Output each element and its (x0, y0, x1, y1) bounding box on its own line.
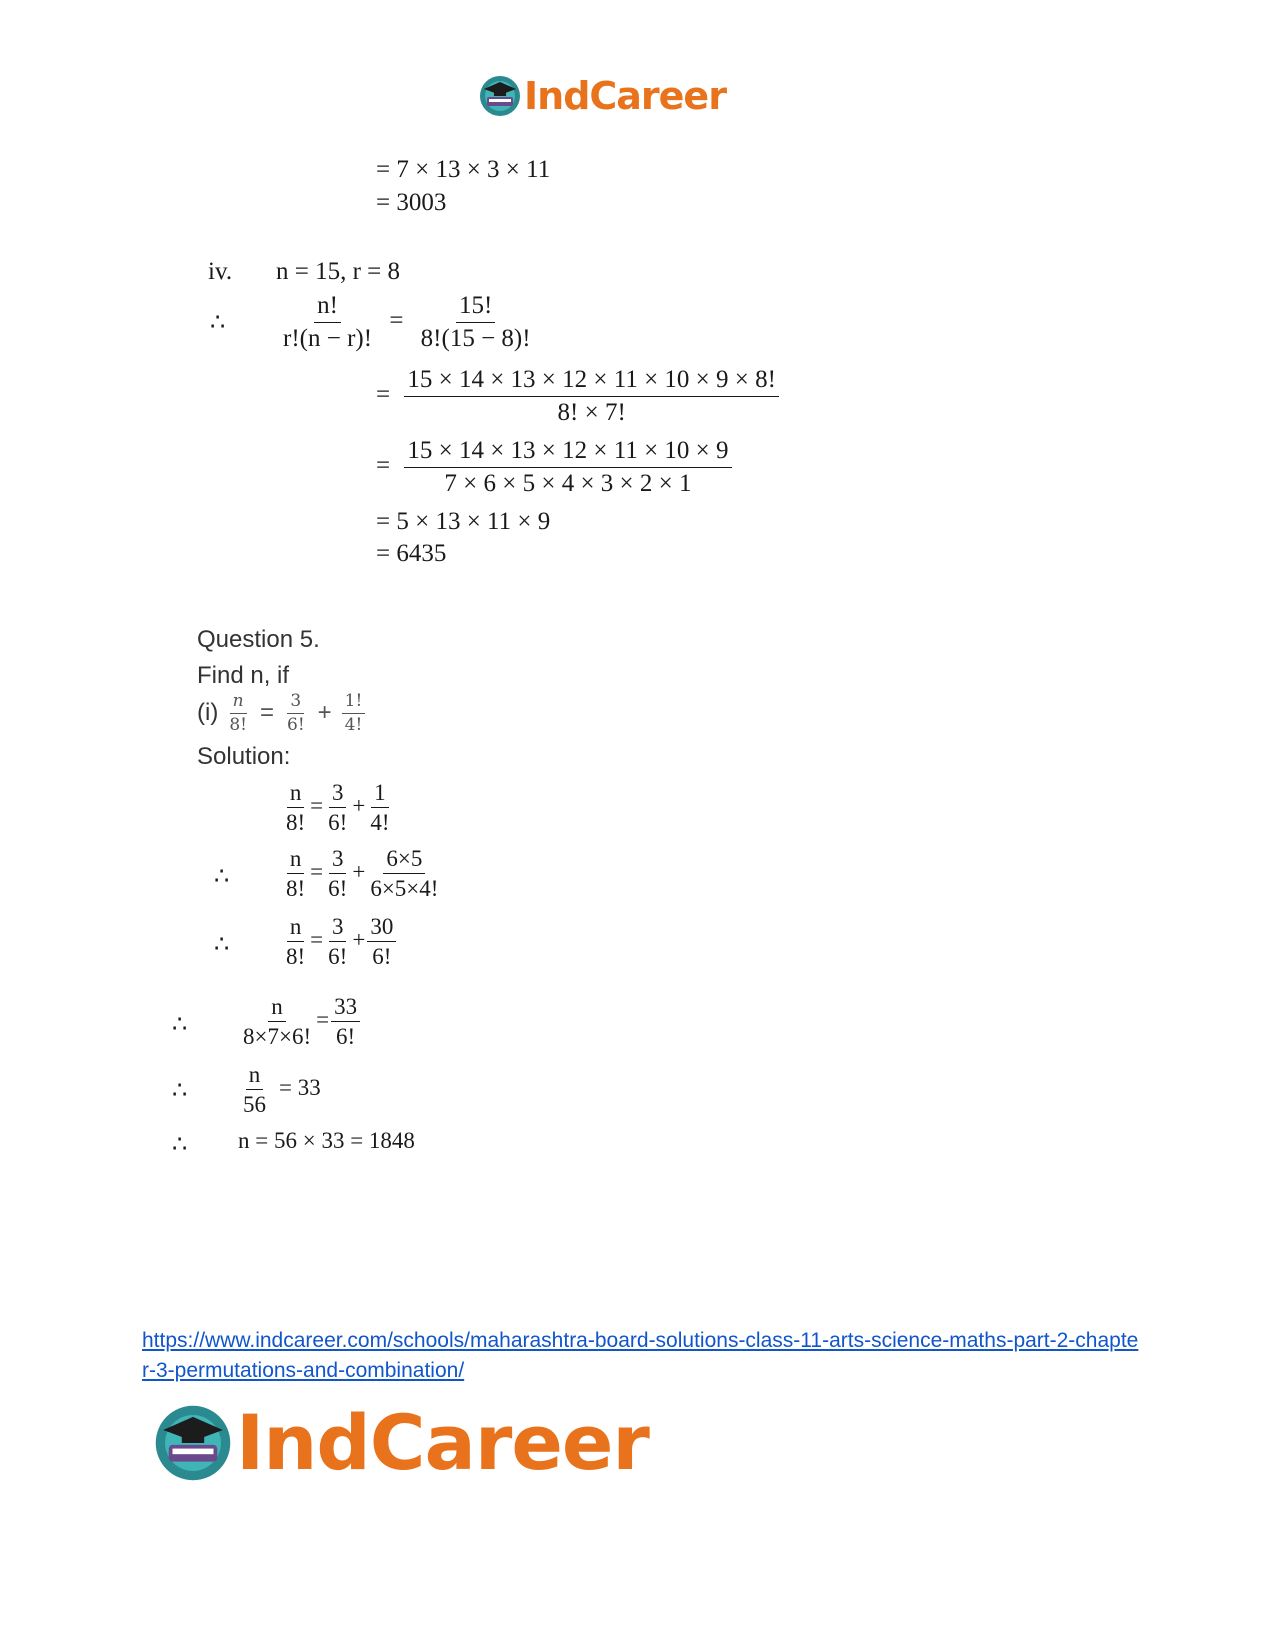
part-iii-line-2: = 3003 (376, 189, 447, 216)
denominator: 6! (287, 714, 305, 735)
solution-step-3 (283, 914, 396, 970)
numerator: 15 × 14 × 13 × 12 × 11 × 10 × 9 × 8! (404, 366, 779, 397)
numerator: 3 (329, 914, 347, 942)
denominator: 8! (286, 810, 306, 836)
numerator: n! (314, 292, 341, 323)
part-label: (i) (197, 699, 219, 727)
solution-step-4 (240, 994, 360, 1050)
equals: = (310, 859, 324, 885)
fraction (240, 994, 314, 1050)
plus: + (352, 859, 366, 885)
top-logo (478, 74, 726, 118)
fraction (367, 846, 441, 902)
part-iv-step-3 (376, 437, 732, 497)
part-iv-label: iv. (208, 258, 233, 285)
numerator: n (268, 994, 286, 1022)
numerator: n (287, 914, 305, 942)
numerator: 15 × 14 × 13 × 12 × 11 × 10 × 9 (404, 437, 731, 468)
denominator: 56 (243, 1092, 266, 1118)
equals: = (376, 451, 391, 479)
fraction (342, 692, 366, 734)
equals-value: = 33 (279, 1075, 321, 1101)
fraction (284, 692, 308, 734)
logo-text: IndCareer (236, 1398, 649, 1487)
numerator: 33 (331, 994, 360, 1022)
fraction (325, 846, 350, 902)
part-iv-step-4: = 5 × 13 × 11 × 9 (376, 508, 551, 535)
denominator: 6×5×4! (370, 876, 439, 902)
fraction (404, 437, 731, 497)
equals: = (259, 699, 274, 727)
part-iv-step-2 (376, 366, 779, 426)
therefore-symbol: ∴ (210, 310, 226, 336)
therefore-symbol: ∴ (172, 1078, 188, 1104)
denominator: 4! (370, 810, 390, 836)
fraction (331, 994, 360, 1050)
solution-step-6: n = 56 × 33 = 1848 (238, 1128, 415, 1153)
bottom-logo (152, 1398, 649, 1487)
denominator: 8! (229, 714, 247, 735)
fraction (325, 780, 350, 836)
therefore-symbol: ∴ (214, 932, 230, 958)
denominator: 8! × 7! (557, 398, 626, 426)
question-part-i (197, 692, 365, 734)
denominator: 6! (328, 810, 348, 836)
question-prompt: Find n, if (197, 662, 290, 689)
solution-label: Solution: (197, 743, 291, 770)
numerator: 6×5 (383, 846, 425, 874)
fraction (283, 780, 308, 836)
numerator: n (287, 780, 305, 808)
fraction (226, 692, 250, 734)
numerator: 3 (287, 692, 304, 714)
equals: = (310, 927, 324, 953)
denominator: 8! (286, 944, 306, 970)
fraction (404, 366, 779, 426)
question-title: Question 5. (197, 626, 320, 653)
fraction (283, 914, 308, 970)
solution-step-5 (240, 1062, 321, 1118)
denominator: 7 × 6 × 5 × 4 × 3 × 2 × 1 (444, 469, 692, 497)
part-iii-line-1: = 7 × 13 × 3 × 11 (376, 156, 551, 183)
therefore-symbol: ∴ (214, 864, 230, 890)
fraction (418, 292, 534, 352)
part-iv-result: = 6435 (376, 540, 447, 567)
part-iv-given: n = 15, r = 8 (276, 258, 401, 285)
fraction (280, 292, 375, 352)
numerator: n (287, 846, 305, 874)
plus: + (317, 699, 332, 727)
numerator: n (246, 1062, 264, 1090)
fraction (325, 914, 350, 970)
numerator: 3 (329, 780, 347, 808)
denominator: 6! (336, 1024, 356, 1050)
denominator: 8! (286, 876, 306, 902)
numerator: 1! (342, 692, 366, 714)
equals: = (389, 306, 404, 334)
denominator: 8!(15 − 8)! (420, 324, 531, 352)
solution-step-2 (283, 846, 441, 902)
denominator: 6! (372, 944, 392, 970)
fraction (367, 780, 392, 836)
source-link[interactable]: https://www.indcareer.com/schools/maharashtra-board-solutions-class-11-arts-science-maths-part-2-chapter-3-permutations-and-combination/ (142, 1329, 1139, 1382)
numerator: 30 (367, 914, 396, 942)
fraction (240, 1062, 269, 1118)
numerator: 3 (329, 846, 347, 874)
graduation-book-icon (152, 1402, 234, 1484)
numerator: n (230, 692, 247, 714)
equals: = (310, 793, 324, 819)
numerator: 1 (371, 780, 389, 808)
solution-step-1 (283, 780, 392, 836)
denominator: 4! (344, 714, 363, 735)
denominator: r!(n − r)! (283, 324, 373, 352)
fraction (367, 914, 396, 970)
plus: + (352, 927, 366, 953)
plus: + (352, 793, 366, 819)
part-iv-step-1 (280, 292, 534, 352)
therefore-symbol: ∴ (172, 1012, 188, 1038)
equals: = (376, 380, 391, 408)
equals: = (316, 1007, 330, 1033)
denominator: 8×7×6! (243, 1024, 312, 1050)
denominator: 6! (328, 876, 348, 902)
logo-text: IndCareer (524, 74, 726, 118)
graduation-book-icon (478, 74, 522, 118)
denominator: 6! (328, 944, 348, 970)
numerator: 15! (456, 292, 495, 323)
therefore-symbol: ∴ (172, 1132, 188, 1158)
fraction (283, 846, 308, 902)
